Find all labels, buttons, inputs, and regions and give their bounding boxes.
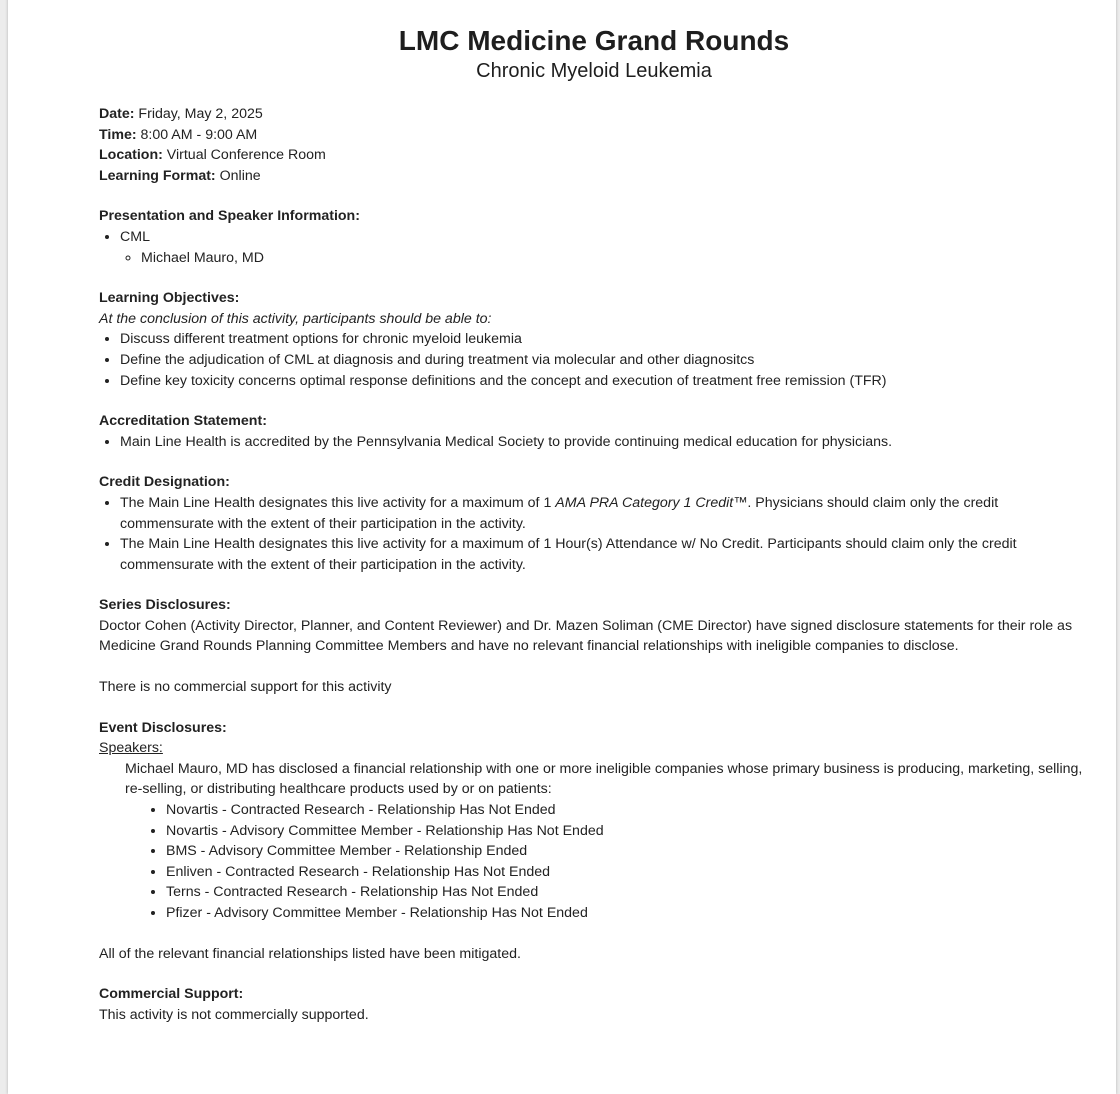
date-value: Friday, May 2, 2025 — [134, 106, 263, 122]
list-item: • Novartis - Advisory Committee Member - Relationship Has Not Ended — [166, 821, 1089, 842]
accreditation-section — [99, 411, 1089, 452]
document-content — [99, 24, 1089, 1025]
list-item: • Define the adjudication of CML at diagnosis and during treatment via molecular and other diagnositcs — [120, 350, 1089, 371]
time-value: 8:00 AM - 9:00 AM — [136, 126, 258, 143]
list-item: • Novartis - Contracted Research - Relationship Has Not Ended — [166, 800, 1089, 821]
list-item — [120, 493, 1089, 534]
location-row — [99, 145, 1089, 166]
event-disclosures-section — [99, 718, 1089, 965]
time-row — [99, 125, 1089, 146]
relationship-block — [99, 800, 1089, 924]
accreditation-heading: Accreditation Statement: — [99, 413, 267, 430]
credit-text-1c: ™. Physicians should claim only the credit commensurate with the extent of their participation in the activity. — [120, 494, 999, 532]
list-item — [141, 248, 1089, 269]
date-row — [99, 104, 1089, 125]
series-section — [99, 595, 1089, 697]
credit-heading: Credit Designation: — [99, 474, 230, 491]
objectives-heading: Learning Objectives: — [99, 290, 240, 307]
list-item: • Define key toxicity concerns optimal response definitions and the concept and execution of treatment free remission (TFR) — [120, 371, 1089, 392]
list-item: • The Main Line Health designates this live activity for a maximum of 1 Hour(s) Attendance w/ No Credit. Participants should claim only the credit commensurate with the extent of their participation in the activity. — [120, 534, 1089, 575]
list-item: • Main Line Health is accredited by the Pennsylvania Medical Society to provide continuing medical education for physicians. — [120, 432, 1089, 453]
series-heading: Series Disclosures: — [99, 597, 231, 614]
credit-text-1a: The Main Line Health designates this live activity for a maximum of 1 — [120, 494, 556, 511]
document-page — [8, 0, 1116, 1094]
speakers-label: Speakers: — [99, 740, 163, 757]
objectives-list — [99, 329, 1089, 391]
event-disclosures-heading: Event Disclosures: — [99, 719, 227, 736]
presentation-heading: Presentation and Speaker Information: — [99, 208, 360, 225]
credit-list — [99, 493, 1089, 575]
presentation-topic: CML — [120, 228, 150, 245]
format-row — [99, 166, 1089, 187]
page-subtitle: Chronic Myeloid Leukemia — [476, 60, 712, 82]
list-item: • Terns - Contracted Research - Relationship Has Not Ended — [166, 882, 1089, 903]
page-title: LMC Medicine Grand Rounds — [398, 25, 790, 56]
objectives-section — [99, 288, 1089, 391]
location-value: Virtual Conference Room — [162, 147, 326, 164]
format-label: Learning Format: — [99, 167, 216, 184]
credit-text-1b: AMA PRA Category 1 Credit — [555, 494, 734, 511]
location-label: Location: — [99, 147, 163, 164]
objectives-intro: At the conclusion of this activity, participants should be able to: — [99, 310, 492, 327]
relationships-list — [99, 800, 1089, 924]
list-item — [120, 227, 1089, 268]
series-text: Doctor Cohen (Activity Director, Planner, and Content Reviewer) and Dr. Mazen Soliman (CME Director) have signed disclosure statements for their role as Medicine Grand Rounds Planning Committee Members and have no relevant financial relationships with ineligible companies to disclose. — [99, 617, 1073, 655]
commercial-heading: Commercial Support: — [99, 986, 244, 1003]
time-label: Time: — [99, 126, 137, 143]
credit-section — [99, 472, 1089, 575]
list-item: • Discuss different treatment options for chronic myeloid leukemia — [120, 329, 1089, 350]
list-item: • Pfizer - Advisory Committee Member - Relationship Has Not Ended — [166, 903, 1089, 924]
speaker-disclosure-text: Michael Mauro, MD has disclosed a financial relationship with one or more ineligible companies whose primary business is producing, marketing, selling, re-selling, or distributing healthcare products used by or on patients: — [125, 760, 1083, 798]
accreditation-list — [99, 432, 1089, 453]
list-item: • BMS - Advisory Committee Member - Relationship Ended — [166, 841, 1089, 862]
presentation-list — [99, 227, 1089, 268]
presentation-speaker: Michael Mauro, MD — [141, 249, 264, 266]
commercial-section — [99, 984, 1089, 1025]
presentation-section — [99, 206, 1089, 268]
commercial-text: This activity is not commercially supported. — [99, 1006, 369, 1023]
format-value: Online — [215, 167, 261, 184]
no-support-text: There is no commercial support for this activity — [99, 679, 392, 696]
speaker-disclosure — [99, 759, 1089, 800]
speaker-list — [120, 248, 1089, 269]
mitigated-text: All of the relevant financial relationships listed have been mitigated. — [99, 945, 521, 962]
list-item: • Enliven - Contracted Research - Relationship Has Not Ended — [166, 862, 1089, 883]
date-label: Date: — [99, 106, 135, 122]
event-info — [99, 104, 1089, 186]
